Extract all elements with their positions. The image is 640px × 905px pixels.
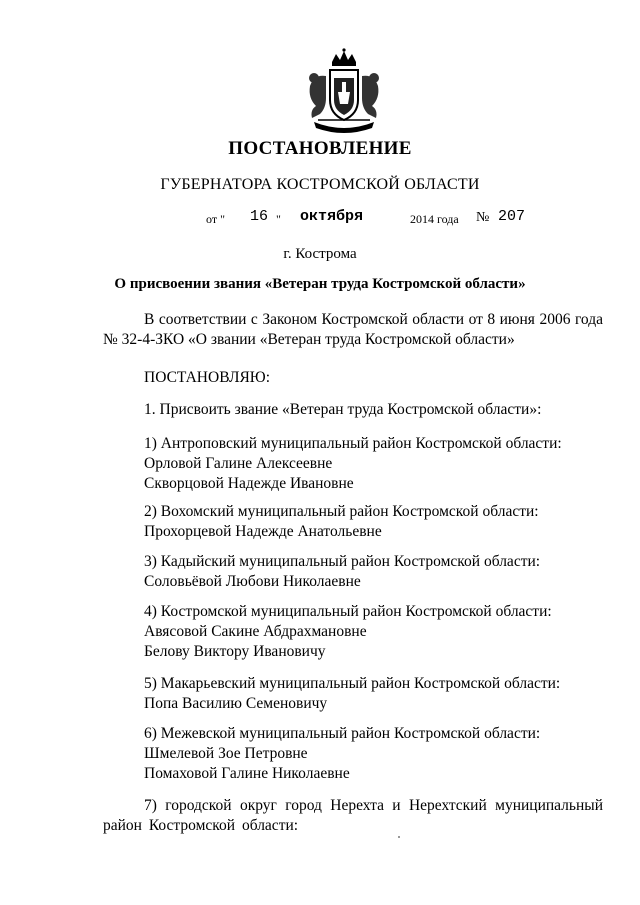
person-name: Попа Василию Семеновичу: [144, 695, 328, 712]
document-heading: О присвоении звания «Ветеран труда Костромской области»: [114, 276, 526, 292]
district-name: 1) Антроповский муниципальный район Костромской области:: [144, 435, 562, 452]
document-issuer: ГУБЕРНАТОРА КОСТРОМСКОЙ ОБЛАСТИ: [160, 176, 480, 193]
date-number-line: [0, 208, 640, 230]
person-name: Шмелевой Зое Петровне: [144, 745, 308, 762]
district-name: 4) Костромской муниципальный район Костромской области:: [144, 603, 552, 620]
date-day: 16: [250, 208, 269, 225]
district-name: 3) Кадыйский муниципальный район Костромской области:: [144, 553, 541, 570]
coat-of-arms-emblem: [296, 48, 392, 134]
decree-word: [144, 368, 604, 388]
date-quote-close: ": [276, 212, 281, 226]
person-name: Соловьёвой Любови Николаевне: [144, 573, 361, 590]
district-item: [144, 602, 604, 662]
document-title: ПОСТАНОВЛЕНИЕ: [228, 138, 412, 159]
person-name: Прохорцевой Надежде Анатольевне: [144, 523, 382, 540]
number-sign: №: [476, 210, 490, 225]
date-month: октября: [300, 208, 364, 225]
document-city: г. Кострома: [283, 246, 357, 262]
district-7-paragraph: 7) городской округ город Нерехта и Нерехтский муниципальный район Костромской области:: [103, 797, 603, 834]
district-name: 2) Вохомский муниципальный район Костромской области:: [144, 503, 539, 520]
person-name: Орловой Галине Алексеевне: [144, 455, 333, 472]
district-name: 5) Макарьевский муниципальный район Костромской области:: [144, 675, 561, 692]
person-name: Помаховой Галине Николаевне: [144, 765, 350, 782]
district-item: [144, 552, 604, 592]
district-item: [144, 502, 604, 542]
scan-speck: [398, 836, 400, 838]
document-number: 207: [498, 208, 526, 225]
district-item: [144, 724, 604, 784]
date-prefix: от ": [206, 212, 225, 226]
clause-1: [144, 400, 604, 420]
decree-word-text: ПОСТАНОВЛЯЮ:: [144, 369, 271, 386]
district-item: [144, 434, 604, 494]
district-name: 6) Межевской муниципальный район Костромской области:: [144, 725, 541, 742]
clause-1-text: 1. Присвоить звание «Ветеран труда Костромской области»:: [144, 401, 542, 418]
date-year: 2014 года: [410, 212, 459, 226]
person-name: Авясовой Сакине Абдрахмановне: [144, 623, 367, 640]
person-name: Скворцовой Надежде Ивановне: [144, 475, 354, 492]
person-name: Белову Виктору Ивановичу: [144, 643, 326, 660]
district-item: [144, 674, 604, 714]
preamble-paragraph: В соответствии с Законом Костромской области от 8 июня 2006 года № 32-4-ЗКО «О звании «Ветеран труда Костромской области»: [103, 311, 603, 348]
